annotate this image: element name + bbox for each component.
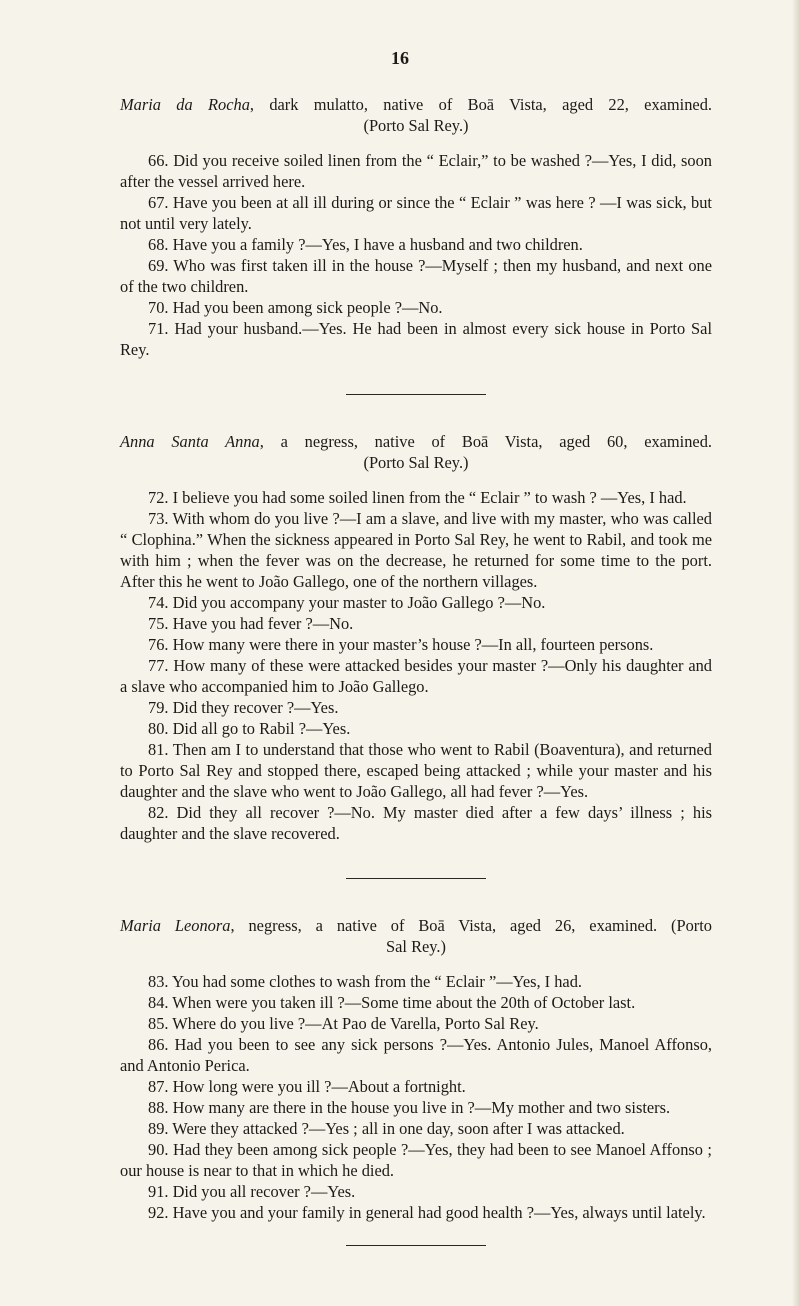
testimony-paragraph: 89. Were they attacked ?—Yes ; all in one day, soon after I was attacked. bbox=[148, 1119, 625, 1138]
witness-location: (Porto Sal Rey.) bbox=[363, 453, 469, 472]
witness-heading bbox=[120, 431, 712, 473]
page-edge-shadow bbox=[792, 0, 800, 1306]
testimony-paragraph: 66. Did you receive soiled linen from the “ Eclair,” to be washed ?—Yes, I did, soon after the vessel arrived here. bbox=[120, 151, 712, 191]
witness-name: Maria Leonora bbox=[120, 916, 231, 935]
testimony-paragraph: 81. Then am I to understand that those who went to Rabil (Boaventura), and returned to Porto Sal Rey and stopped there, escaped being attacked ; while your master and his daughter and the slave who went to João Gallego, all had fever ?—Yes. bbox=[120, 740, 712, 801]
testimony-paragraph: 73. With whom do you live ?—I am a slave, and live with my master, who was called “ Clophina.” When the sickness appeared in Porto Sal Rey, he went to Rabil, and took me with him ; when the fever was on the decrease, he returned for some time to the port. After this he went to João Gallego, one of the northern villages. bbox=[120, 509, 712, 591]
testimony-paragraph: 76. How many were there in your master’s house ?—In all, fourteen persons. bbox=[148, 635, 654, 654]
testimony-paragraph: 74. Did you accompany your master to João Gallego ?—No. bbox=[148, 593, 546, 612]
testimony-maria-leonora bbox=[120, 915, 712, 1223]
testimony-paragraph: 82. Did they all recover ?—No. My master died after a few days’ illness ; his daughter and the slave recovered. bbox=[120, 803, 712, 843]
testimony-paragraph: 68. Have you a family ?—Yes, I have a husband and two children. bbox=[148, 235, 583, 254]
testimony-paragraph: 87. How long were you ill ?—About a fortnight. bbox=[148, 1077, 466, 1096]
witness-description: , a negress, native of Boā Vista, aged 60, examined. bbox=[259, 432, 712, 451]
testimony-paragraph: 86. Had you been to see any sick persons ?—Yes. Antonio Jules, Manoel Affonso, and Antonio Perica. bbox=[120, 1035, 712, 1075]
witness-location: (Porto Sal Rey.) bbox=[363, 116, 469, 135]
witness-description: , dark mulatto, native of Boā Vista, aged 22, examined. bbox=[249, 95, 712, 114]
testimony-paragraph: 75. Have you had fever ?—No. bbox=[148, 614, 354, 633]
witness-heading bbox=[120, 94, 712, 136]
section-divider bbox=[346, 878, 486, 879]
testimony-paragraph: 88. How many are there in the house you live in ?—My mother and two sisters. bbox=[148, 1098, 671, 1117]
page-content bbox=[120, 94, 712, 1282]
witness-name: Anna Santa Anna bbox=[120, 432, 260, 451]
witness-location: Sal Rey.) bbox=[386, 937, 446, 956]
testimony-paragraph: 77. How many of these were attacked besides your master ?—Only his daughter and a slave who accompanied him to João Gallego. bbox=[120, 656, 712, 696]
testimony-paragraph: 69. Who was first taken ill in the house ?—Myself ; then my husband, and next one of the two children. bbox=[120, 256, 712, 296]
testimony-paragraph: 67. Have you been at all ill during or since the “ Eclair ” was here ? —I was sick, but not until very lately. bbox=[120, 193, 712, 233]
testimony-paragraph: 72. I believe you had some soiled linen from the “ Eclair ” to wash ? —Yes, I had. bbox=[148, 488, 687, 507]
section-divider bbox=[346, 1245, 486, 1246]
testimony-paragraph: 83. You had some clothes to wash from the “ Eclair ”—Yes, I had. bbox=[148, 972, 582, 991]
testimony-paragraph: 84. When were you taken ill ?—Some time about the 20th of October last. bbox=[148, 993, 636, 1012]
witness-name: Maria da Rocha bbox=[120, 95, 250, 114]
testimony-maria-da-rocha bbox=[120, 94, 712, 360]
section-divider bbox=[346, 394, 486, 395]
testimony-anna-santa-anna bbox=[120, 431, 712, 844]
testimony-paragraph: 90. Had they been among sick people ?—Yes, they had been to see Manoel Affonso ; our house is near to that in which he died. bbox=[120, 1140, 712, 1180]
witness-heading bbox=[120, 915, 712, 957]
testimony-paragraph: 91. Did you all recover ?—Yes. bbox=[148, 1182, 356, 1201]
testimony-paragraph: 71. Had your husband.—Yes. He had been in almost every sick house in Porto Sal Rey. bbox=[120, 319, 712, 359]
page-number: 16 bbox=[391, 48, 409, 68]
testimony-paragraph: 79. Did they recover ?—Yes. bbox=[148, 698, 339, 717]
witness-description: , negress, a native of Boā Vista, aged 26, examined. (Porto bbox=[230, 916, 713, 935]
testimony-paragraph: 92. Have you and your family in general had good health ?—Yes, always until lately. bbox=[148, 1203, 706, 1222]
testimony-paragraph: 85. Where do you live ?—At Pao de Varella, Porto Sal Rey. bbox=[148, 1014, 539, 1033]
testimony-paragraph: 70. Had you been among sick people ?—No. bbox=[148, 298, 443, 317]
testimony-paragraph: 80. Did all go to Rabil ?—Yes. bbox=[148, 719, 351, 738]
